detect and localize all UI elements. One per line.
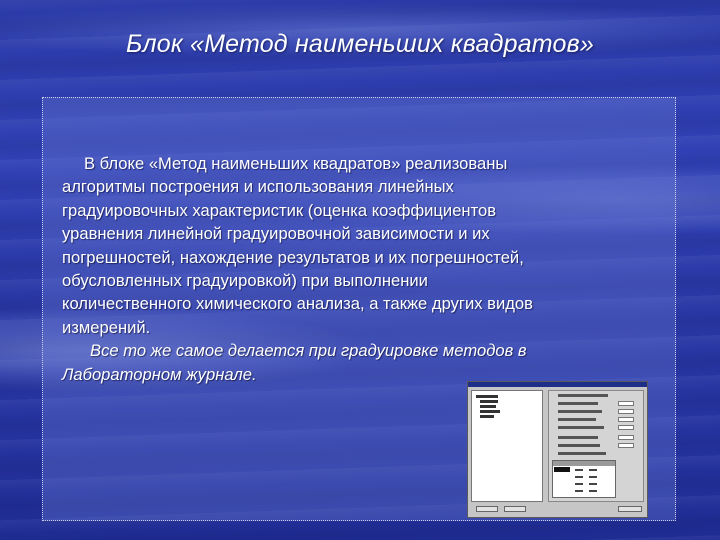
italic-line: Все то же самое делается при градуировке методов в: [90, 341, 527, 361]
paragraph-line: погрешностей, нахождение результатов и их погрешностей,: [62, 247, 524, 267]
paragraph-line: алгоритмы построения и использования линейных: [62, 177, 454, 197]
paragraph-line: В блоке «Метод наименьших квадратов» реализованы: [84, 154, 508, 173]
paragraph-line: градуировочных характеристик (оценка коэффициентов: [62, 200, 497, 220]
body-text: [62, 152, 662, 386]
italic-line: Лабораторном журнале.: [62, 364, 257, 384]
paragraph-line: обусловленных градуировкой) при выполнении: [62, 271, 428, 291]
software-screenshot-image: [467, 381, 648, 518]
paragraph-line: уравнения линейной градуировочной зависимости и их: [62, 224, 490, 244]
paragraph-line: измерений.: [62, 317, 151, 337]
slide-title: Блок «Метод наименьших квадратов»: [125, 30, 595, 58]
paragraph-line: количественного химического анализа, а также других видов: [62, 294, 533, 314]
